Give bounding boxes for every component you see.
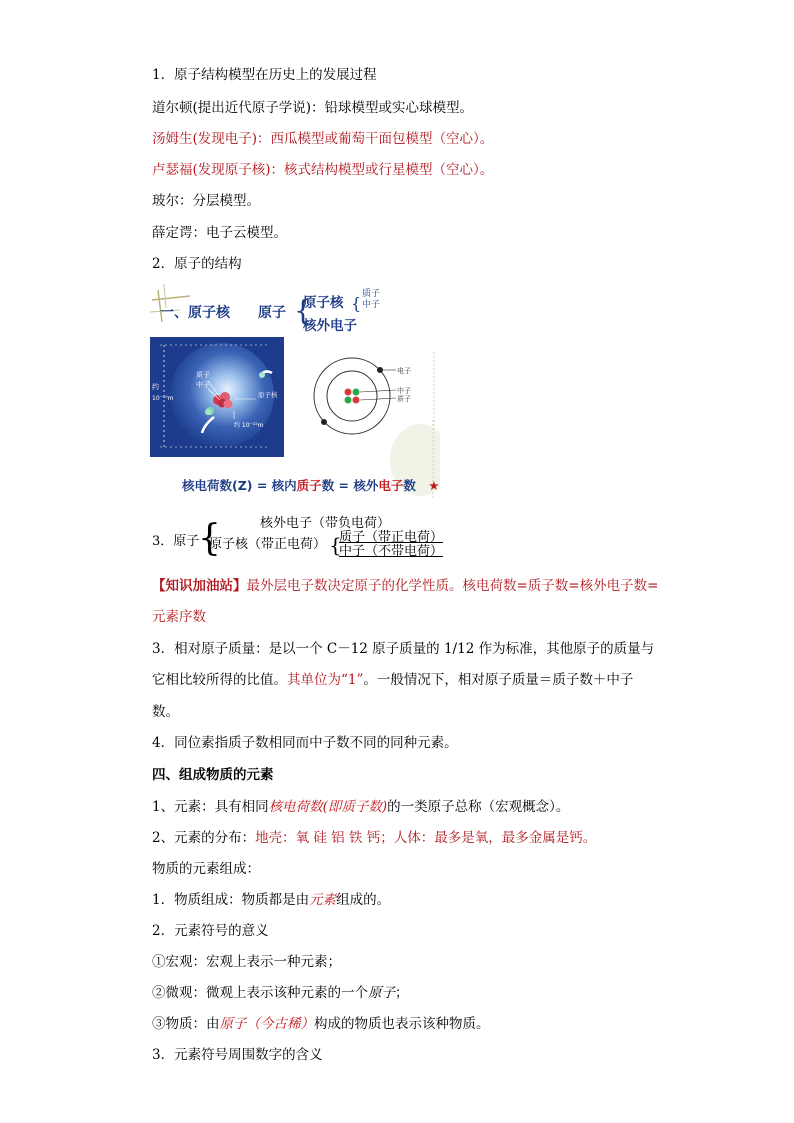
equation-part-a: 核电荷数(Z) = 核内 [182, 478, 297, 493]
composition-line1 [152, 891, 390, 909]
equation-electron: 电子 [378, 478, 404, 493]
atom-photo-graphic [150, 337, 284, 457]
schrodinger-line: 薛定谔：电子云模型。 [152, 225, 287, 241]
photo-atom-size-value: 10⁻¹⁰m [152, 395, 174, 402]
section-heading-atom-structure: 2．原子的结构 [152, 256, 242, 272]
thomson-line: 汤姆生(发现电子)：西瓜模型或葡萄干面包模型（空心）。 [152, 131, 494, 147]
composition-a: 1．物质组成：物质都是由 [152, 892, 310, 908]
atom-structure-banner [150, 282, 440, 337]
photo-nucleus-label: 原子核 [258, 391, 278, 399]
charge-equation [182, 476, 439, 494]
knowledge-tip-line2: 元素序数 [152, 609, 206, 625]
svg-text:{: { [329, 533, 342, 557]
photo-proton-label: 质子 [196, 371, 210, 379]
photo-atom-size-prefix: 约 [152, 383, 159, 391]
element-distribution [152, 829, 596, 847]
star-icon: ★ [428, 478, 440, 493]
meaning-macro: ①宏观：宏观上表示一种元素； [152, 954, 341, 970]
meaning-micro-c: ； [395, 985, 409, 1001]
banner-title: 一、原子核 [160, 305, 230, 321]
equation-part-e: 数 [403, 478, 416, 493]
banner-atom-label: 原子 [258, 305, 286, 321]
banner-outer-electron-label: 核外电子 [303, 318, 357, 334]
section-heading-model-history: 1．原子结构模型在历史上的发展过程 [152, 67, 377, 83]
diagram-proton-label: 质子 [397, 395, 411, 403]
relative-mass-part-c: 。一般情况下，相对原子质量＝质子数＋中子 [363, 672, 634, 688]
isotope-line: 4．同位素指质子数相同而中子数不同的同种元素。 [152, 735, 458, 751]
svg-text:{: { [198, 518, 221, 558]
meaning-substance [152, 1015, 490, 1033]
meaning-micro [152, 984, 409, 1002]
symbol-numbers-heading: 3．元素符号周围数字的含义 [152, 1047, 323, 1063]
equation-part-c: 数 = 核外 [321, 478, 379, 493]
atom-photo-illustration [150, 337, 284, 457]
diagram-neutron-label: 中子 [397, 387, 411, 395]
knowledge-tip-text: 最外层电子数决定原子的化学性质。核电荷数=质子数=核外电子数= [246, 578, 659, 594]
photo-nucleus-size: 约 10⁻¹⁵m [234, 422, 264, 429]
equation-proton: 质子 [296, 478, 322, 493]
photo-neutron-label: 中子 [196, 381, 210, 389]
composition-heading: 物质的元素组成： [152, 861, 260, 877]
dalton-line: 道尔顿(提出近代原子学说)：铅球模型或实心球模型。 [152, 100, 474, 116]
knowledge-tip-line1 [152, 577, 658, 595]
svg-text:{: { [351, 294, 362, 313]
rutherford-line: 卢瑟福(发现原子核)：核式结构模型或行星模型（空心）。 [152, 162, 494, 178]
relative-mass-line3: 数。 [152, 704, 179, 720]
meaning-substance-b: 原子（今古稀） [219, 1016, 314, 1032]
meaning-micro-b: 原子 [368, 985, 395, 1001]
relative-mass-line1: 3．相对原子质量：是以一个 C－12 原子质量的 1/12 作为标准，其他原子的质量与 [152, 641, 655, 657]
element-def-a: 1、元素：具有相同 [152, 799, 269, 815]
element-definition [152, 798, 569, 816]
element-dist-b: 地壳：氧 硅 铝 铁 钙；人体：最多是氧，最多金属是钙。 [255, 830, 597, 846]
knowledge-tip-tag: 【知识加油站】 [152, 578, 247, 594]
part4-heading: 四、组成物质的元素 [152, 767, 274, 783]
relative-mass-line2 [152, 671, 633, 689]
element-dist-a: 2、元素的分布： [152, 830, 256, 846]
meaning-micro-a: ②微观：微观上表示该种元素的一个 [152, 985, 368, 1001]
relative-mass-part-a: 它相比较所得的比值。 [152, 672, 287, 688]
bohr-line: 玻尔：分层模型。 [152, 193, 260, 209]
svg-text:{: { [294, 294, 312, 327]
composition-c: 组成的。 [336, 892, 391, 908]
atom-label: 3．原子 [152, 534, 200, 549]
banner-neutron-label: 中子 [362, 300, 381, 310]
meaning-substance-c: 构成的物质也表示该种物质。 [314, 1016, 490, 1032]
element-def-b: 核电荷数(即质子数) [268, 799, 388, 815]
meaning-substance-a: ③物质：由 [152, 1016, 220, 1032]
diagram-electron-label: 电子 [397, 367, 411, 375]
symbol-meaning-heading: 2．元素符号的意义 [152, 923, 269, 939]
composition-b: 元素 [309, 892, 337, 908]
element-def-c: 的一类原子总称（宏观概念）。 [387, 799, 570, 815]
banner-nucleus-label: 原子核 [303, 295, 344, 311]
nucleus-label: 原子核（带正电荷） [209, 537, 327, 552]
banner-proton-label: 质子 [362, 289, 381, 299]
atom-composition-bracket [152, 510, 472, 558]
proton-label: 质子（带正电荷） [339, 530, 444, 545]
relative-mass-unit: 其单位为“1” [287, 672, 364, 688]
neutron-label: 中子（不带电荷） [339, 544, 444, 559]
outer-electron-label: 核外电子（带负电荷） [260, 516, 391, 531]
